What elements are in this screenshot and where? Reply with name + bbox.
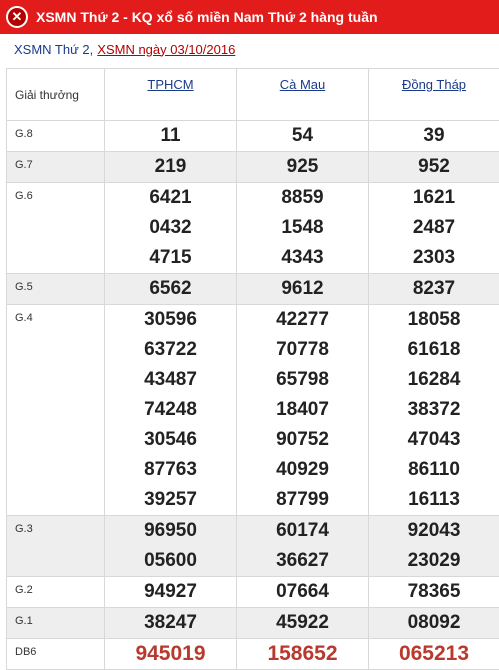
result-cell <box>105 305 237 516</box>
date-link[interactable]: XSMN ngày 03/10/2016 <box>97 42 235 57</box>
province-tphcm-link[interactable]: TPHCM <box>105 69 237 121</box>
result-cell <box>105 577 237 608</box>
prize-label: G.7 <box>7 152 105 183</box>
prize-number: 8859 <box>237 183 368 213</box>
prize-row <box>7 577 499 608</box>
prize-number: 2303 <box>369 243 499 273</box>
prize-number: 6562 <box>105 274 236 304</box>
province-dongthap-link[interactable]: Đồng Tháp <box>369 69 499 121</box>
result-cell <box>105 639 237 670</box>
prize-number: 45922 <box>237 608 368 638</box>
result-cell <box>369 516 499 577</box>
prize-row <box>7 516 499 577</box>
table-header-row <box>7 69 499 121</box>
prize-number: 65798 <box>237 365 368 395</box>
prize-number: 4343 <box>237 243 368 273</box>
prize-number: 38247 <box>105 608 236 638</box>
prize-number: 54 <box>237 121 368 151</box>
result-cell <box>237 516 369 577</box>
prize-number: 70778 <box>237 335 368 365</box>
prize-number: 78365 <box>369 577 499 607</box>
prize-number: 952 <box>369 152 499 182</box>
prize-number: 23029 <box>369 546 499 576</box>
prize-number: 39 <box>369 121 499 151</box>
prize-label: DB6 <box>7 639 105 670</box>
prize-number: 925 <box>237 152 368 182</box>
prize-number: 07664 <box>237 577 368 607</box>
prize-number: 18407 <box>237 395 368 425</box>
prize-label: G.3 <box>7 516 105 577</box>
prize-number: 87763 <box>105 455 236 485</box>
prize-number: 36627 <box>237 546 368 576</box>
special-prize-number: 158652 <box>237 639 368 669</box>
prize-number: 39257 <box>105 485 236 515</box>
prize-number: 60174 <box>237 516 368 546</box>
prize-number: 47043 <box>369 425 499 455</box>
result-cell <box>105 121 237 152</box>
special-prize-number: 065213 <box>369 639 499 669</box>
prize-number: 8237 <box>369 274 499 304</box>
prize-number: 05600 <box>105 546 236 576</box>
breadcrumb <box>0 36 499 62</box>
prize-number: 30596 <box>105 305 236 335</box>
result-cell <box>105 152 237 183</box>
prize-row <box>7 121 499 152</box>
result-cell <box>369 577 499 608</box>
prize-number: 1548 <box>237 213 368 243</box>
prize-label: G.8 <box>7 121 105 152</box>
result-cell <box>105 183 237 274</box>
prize-number: 4715 <box>105 243 236 273</box>
result-cell <box>237 577 369 608</box>
page-header <box>0 0 499 34</box>
prize-label: G.5 <box>7 274 105 305</box>
result-cell <box>369 639 499 670</box>
prize-label: G.1 <box>7 608 105 639</box>
result-cell <box>369 305 499 516</box>
prize-number: 38372 <box>369 395 499 425</box>
prize-number: 08092 <box>369 608 499 638</box>
prize-number: 18058 <box>369 305 499 335</box>
prize-number: 2487 <box>369 213 499 243</box>
prize-label: G.4 <box>7 305 105 516</box>
prize-row <box>7 608 499 639</box>
result-cell <box>237 152 369 183</box>
province-camau-link[interactable]: Cà Mau <box>237 69 369 121</box>
result-cell <box>237 183 369 274</box>
prize-number: 74248 <box>105 395 236 425</box>
header-title: XSMN Thứ 2 - KQ xổ số miền Nam Thứ 2 hàng tuần <box>36 9 378 25</box>
prize-row <box>7 183 499 274</box>
result-cell <box>369 608 499 639</box>
result-cell <box>369 152 499 183</box>
prize-number: 9612 <box>237 274 368 304</box>
prize-number: 86110 <box>369 455 499 485</box>
prize-number: 6421 <box>105 183 236 213</box>
prize-number: 1621 <box>369 183 499 213</box>
prize-row <box>7 639 499 670</box>
prize-number: 43487 <box>105 365 236 395</box>
result-cell <box>369 121 499 152</box>
prize-number: 42277 <box>237 305 368 335</box>
prize-number: 63722 <box>105 335 236 365</box>
xsmn-logo-icon: ✕ <box>6 6 28 28</box>
result-cell <box>105 608 237 639</box>
prize-number: 16113 <box>369 485 499 515</box>
prize-number: 90752 <box>237 425 368 455</box>
prize-number: 16284 <box>369 365 499 395</box>
breadcrumb-text: XSMN Thứ 2 <box>14 42 90 57</box>
prize-column-header: Giải thưởng <box>7 69 105 121</box>
result-cell <box>105 274 237 305</box>
prize-row <box>7 152 499 183</box>
prize-number: 92043 <box>369 516 499 546</box>
prize-number: 94927 <box>105 577 236 607</box>
result-cell <box>237 608 369 639</box>
result-cell <box>369 274 499 305</box>
prize-number: 0432 <box>105 213 236 243</box>
prize-label: G.2 <box>7 577 105 608</box>
breadcrumb-separator: , <box>90 42 94 57</box>
result-cell <box>369 183 499 274</box>
prize-label: G.6 <box>7 183 105 274</box>
result-cell <box>237 274 369 305</box>
result-cell <box>105 516 237 577</box>
prize-number: 96950 <box>105 516 236 546</box>
result-cell <box>237 639 369 670</box>
prize-row <box>7 305 499 516</box>
result-cell <box>237 121 369 152</box>
results-table <box>6 68 499 670</box>
special-prize-number: 945019 <box>105 639 236 669</box>
prize-number: 30546 <box>105 425 236 455</box>
prize-number: 87799 <box>237 485 368 515</box>
prize-number: 40929 <box>237 455 368 485</box>
prize-row <box>7 274 499 305</box>
prize-number: 219 <box>105 152 236 182</box>
result-cell <box>237 305 369 516</box>
prize-number: 11 <box>105 121 236 151</box>
prize-number: 61618 <box>369 335 499 365</box>
